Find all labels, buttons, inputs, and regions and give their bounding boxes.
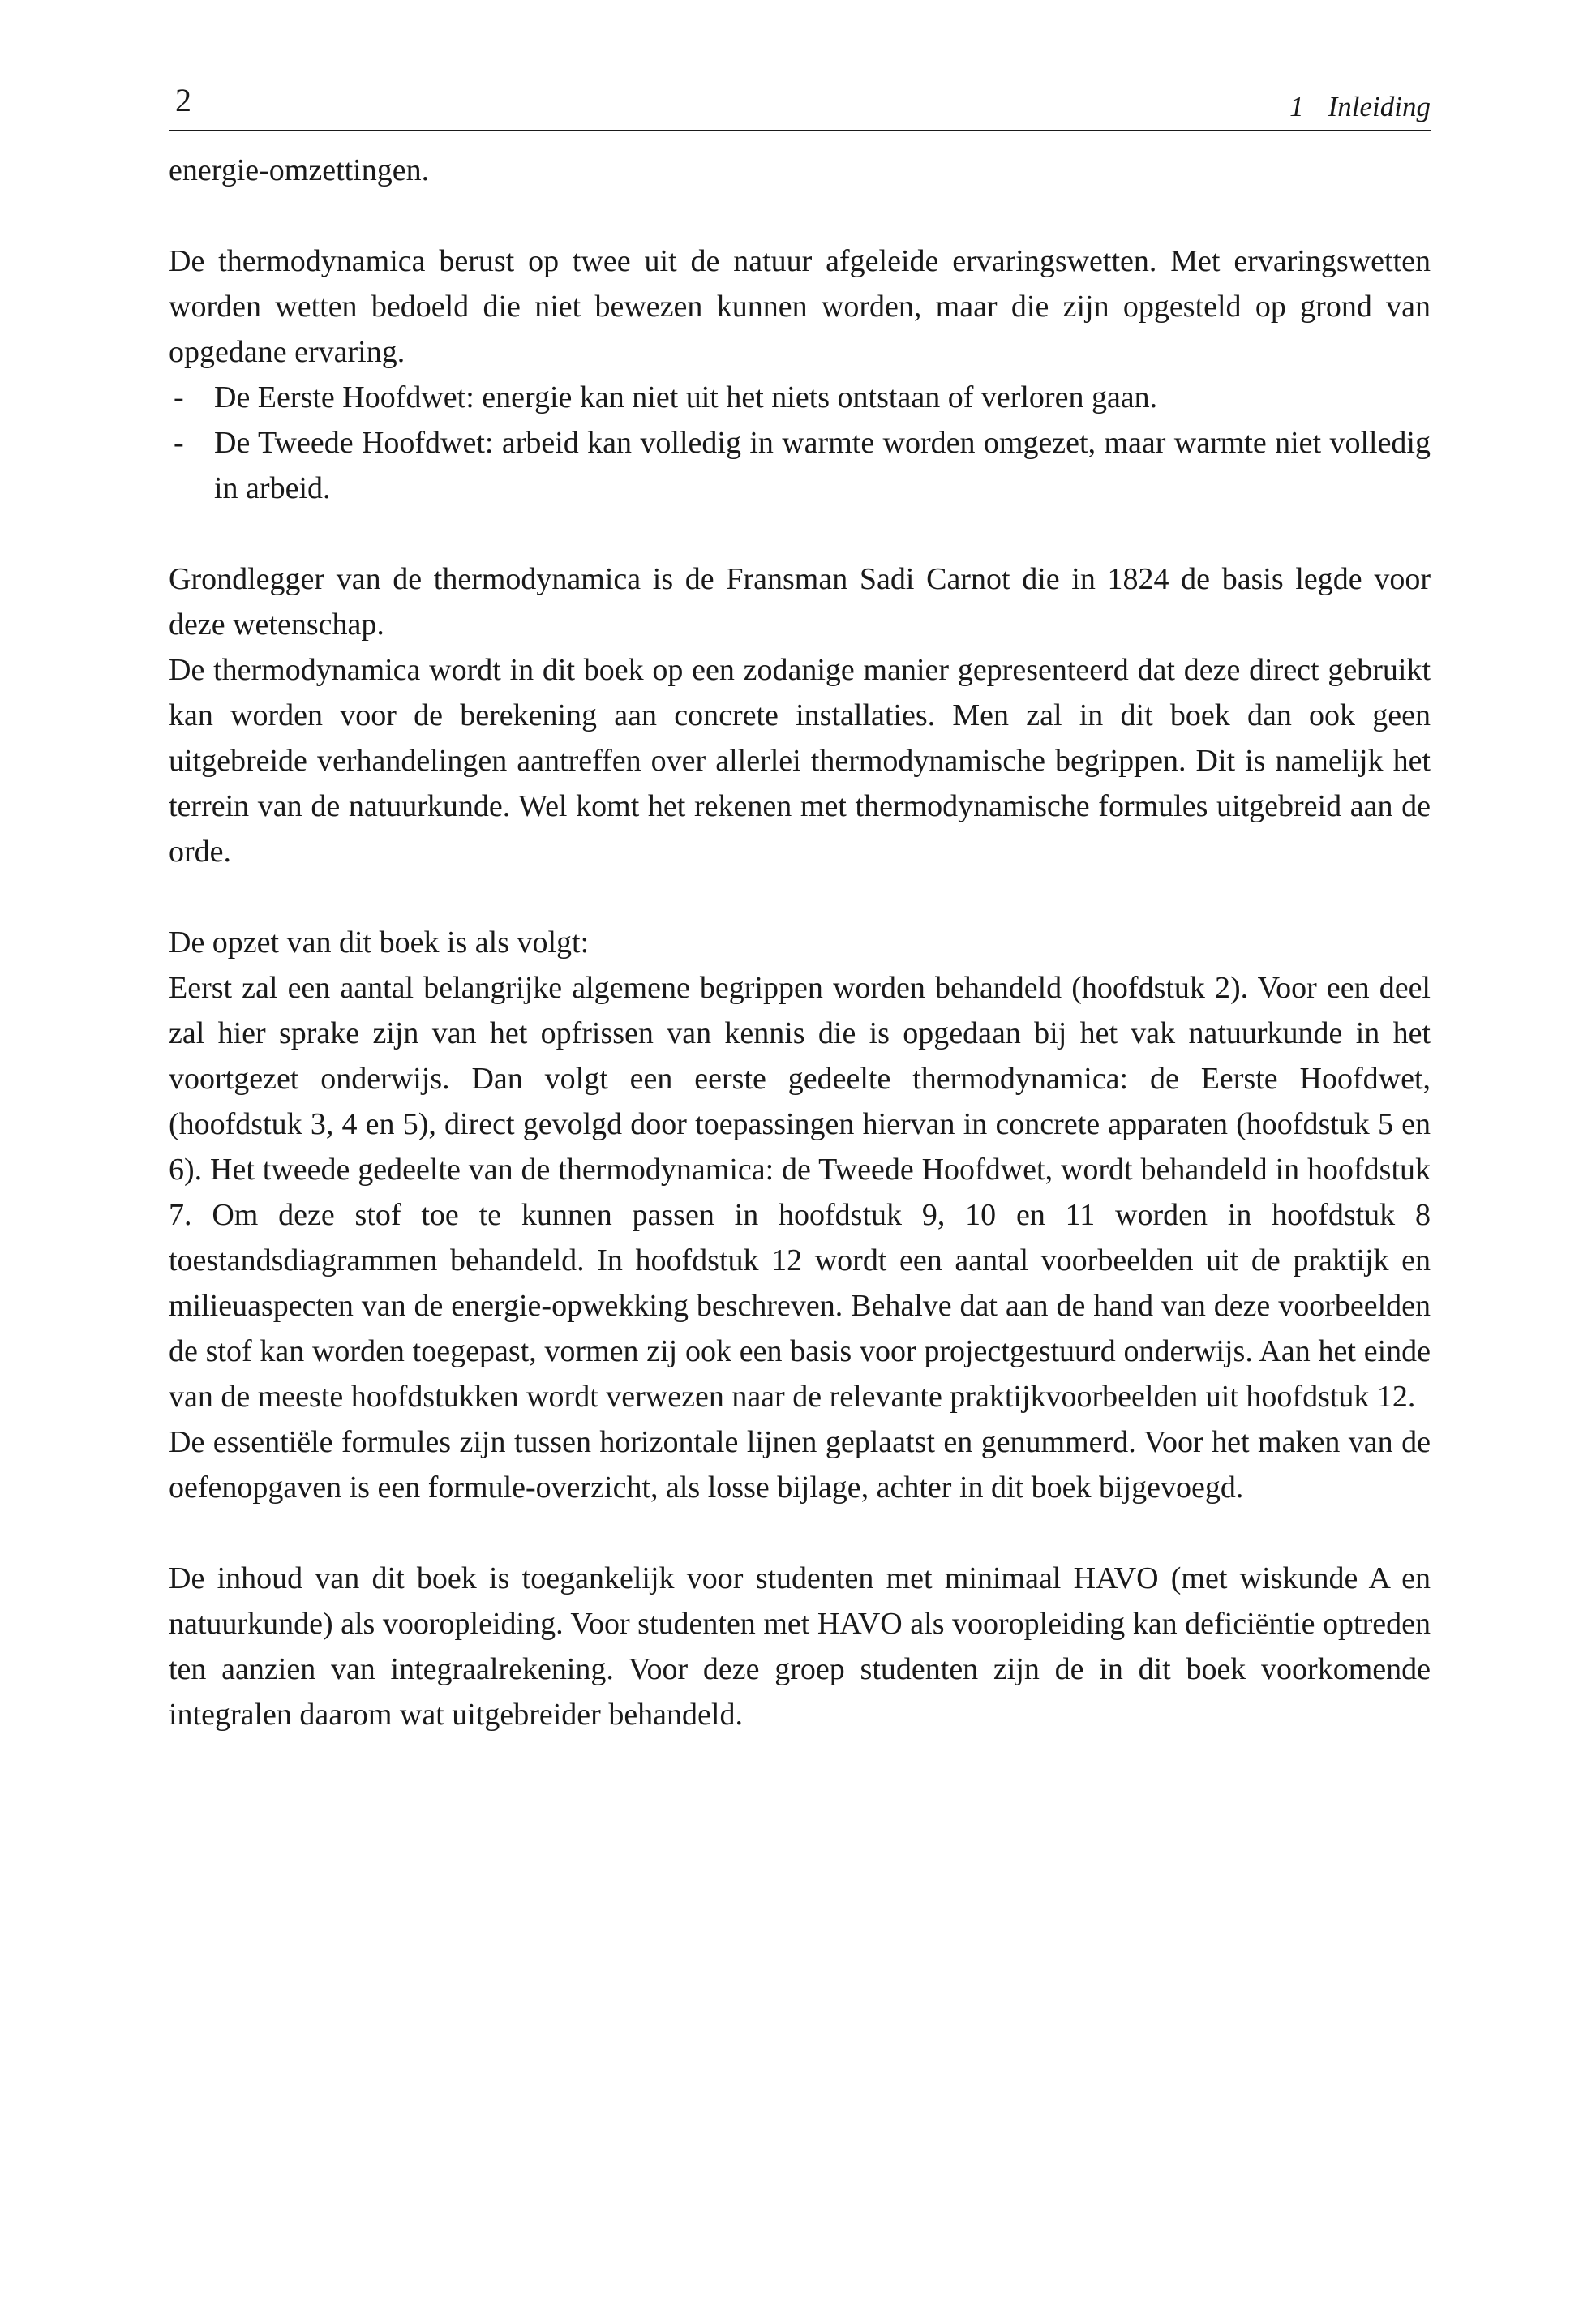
paragraph-gap	[169, 511, 1431, 556]
paragraph-gap	[169, 874, 1431, 920]
continuation-text: energie-omzettingen.	[169, 153, 430, 187]
setup-intro-line: De opzet van dit boek is als volgt:	[169, 925, 590, 960]
paragraph-gap	[169, 193, 1431, 238]
second-law-text: De Tweede Hoofdwet: arbeid kan volledig in warmte worden omgezet, maar warmte niet volledig in arbeid.	[214, 426, 1431, 505]
formulas-paragraph: De essentiële formules zijn tussen horizontale lijnen geplaatst en genummerd. Voor het maken van de oefenopgaven is een formule-overzicht, als losse bijlage, achter in dit boek bijgevoegd.	[169, 1425, 1431, 1505]
list-dash: -	[174, 380, 184, 414]
carnot-paragraph: Grondlegger van de thermodynamica is de Fransman Sadi Carnot die in 1824 de basis legde voor deze wetenschap.	[169, 562, 1431, 642]
list-item	[169, 420, 1431, 511]
document-page	[169, 78, 1431, 1737]
audience-paragraph: De inhoud van dit boek is toegankelijk voor studenten met minimaal HAVO (met wiskunde A en natuurkunde) als vooropleiding. Voor studenten met HAVO als vooropleiding kan deficiëntie optreden ten aanzien van integraalrekening. Voor deze groep studenten zijn de in dit boek voorkomende integralen daarom wat uitgebreider behandeld.	[169, 1561, 1431, 1732]
chapter-title: Inleiding	[1328, 91, 1431, 122]
setup-paragraph: Eerst zal een aantal belangrijke algemene begrippen worden behandeld (hoofdstuk 2). Voor een deel zal hier sprake zijn van het opfrissen van kennis die is opgedaan bij het vak natuurkunde in het voortgezet onderwijs. Dan volgt een eerste gedeelte thermodynamica: de Eerste Hoofdwet, (hoofdstuk 3, 4 en 5), direct gevolgd door toepassingen hiervan in concrete apparaten (hoofdstuk 5 en 6). Het tweede gedeelte van de thermodynamica: de Tweede Hoofdwet, wordt behandeld in hoofdstuk 7. Om deze stof toe te kunnen passen in hoofdstuk 9, 10 en 11 worden in hoofdstuk 8 toestandsdiagrammen behandeld. In hoofdstuk 12 wordt een aantal voorbeelden uit de praktijk en milieuaspecten van de energie-opwekking beschreven. Behalve dat aan de hand van deze voorbeelden de stof kan worden toegepast, vormen zij ook een basis voor projectgestuurd onderwijs. Aan het einde van de meeste hoofdstukken wordt verwezen naar de relevante praktijkvoorbeelden uit hoofdstuk 12.	[169, 971, 1431, 1414]
list-dash: -	[174, 426, 184, 460]
presentation-paragraph: De thermodynamica wordt in dit boek op een zodanige manier gepresenteerd dat deze direct gebruikt kan worden voor de berekening aan concrete installaties. Men zal in dit boek dan ook geen uitgebreide verhandelingen aantreffen over allerlei thermodynamische begrippen. Dit is namelijk het terrein van de natuurkunde. Wel komt het rekenen met thermodynamische formules uitgebreid aan de orde.	[169, 653, 1431, 869]
paragraph-gap	[169, 1510, 1431, 1556]
running-header	[169, 78, 1431, 131]
body-text	[169, 148, 1431, 1737]
running-head	[1289, 89, 1431, 125]
chapter-number: 1	[1289, 91, 1304, 122]
list-item	[169, 375, 1431, 420]
laws-list	[169, 375, 1431, 511]
laws-intro-paragraph: De thermodynamica berust op twee uit de natuur afgeleide ervaringswetten. Met ervaringswetten worden wetten bedoeld die niet bewezen kunnen worden, maar die zijn opgesteld op grond van opgedane ervaring.	[169, 244, 1431, 369]
first-law-text: De Eerste Hoofdwet: energie kan niet uit het niets ontstaan of verloren gaan.	[214, 380, 1158, 414]
page-number: 2	[175, 82, 191, 118]
